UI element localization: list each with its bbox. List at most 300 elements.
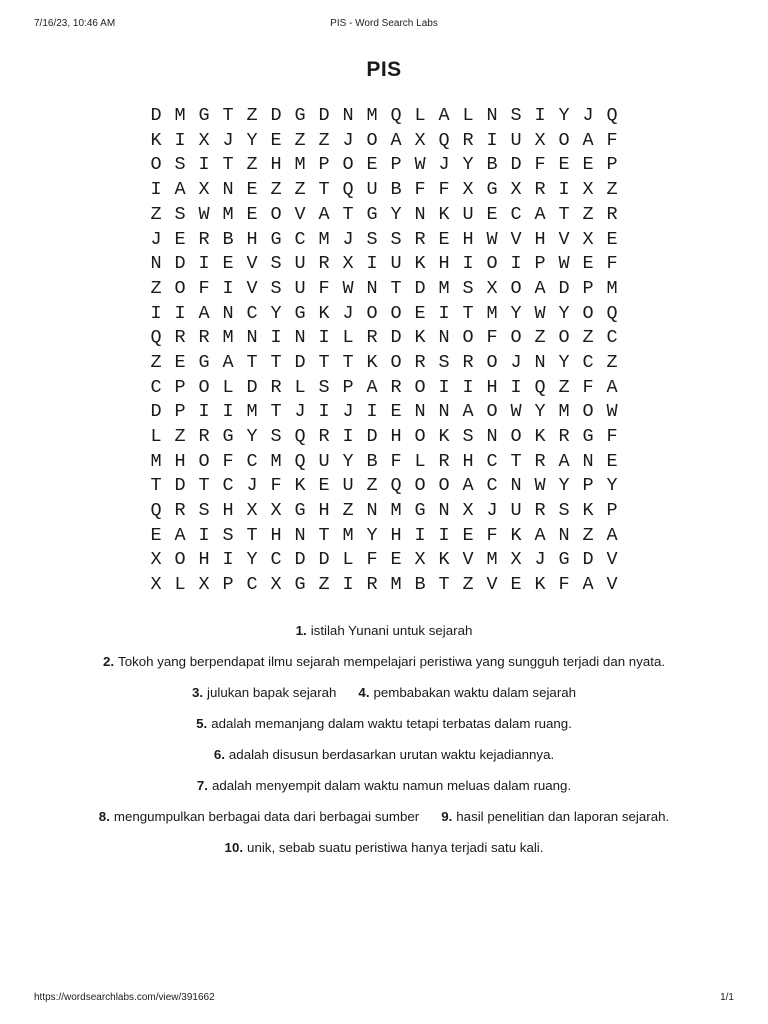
grid-letter: N	[438, 327, 450, 349]
grid-letter: B	[486, 154, 498, 176]
grid-letter: X	[582, 228, 594, 250]
clue-text: julukan bapak sejarah	[207, 685, 337, 700]
grid-letter: I	[534, 105, 546, 127]
grid-letter: O	[558, 129, 570, 151]
grid-letter: K	[534, 574, 546, 596]
grid-letter: Q	[342, 179, 354, 201]
clue-line	[0, 832, 768, 863]
grid-letter: K	[582, 500, 594, 522]
grid-letter: G	[294, 302, 306, 324]
grid-letter: M	[390, 500, 402, 522]
grid-letter: T	[198, 475, 210, 497]
clue-number: 1.	[295, 623, 307, 638]
grid-letter: I	[318, 401, 330, 423]
grid-letter: F	[198, 277, 210, 299]
grid-letter: U	[390, 253, 402, 275]
grid-letter: Z	[606, 351, 618, 373]
grid-letter: A	[174, 179, 186, 201]
clue-number: 4.	[358, 685, 370, 700]
grid-letter: Q	[606, 105, 618, 127]
grid-letter: P	[606, 500, 618, 522]
grid-letter: Q	[294, 450, 306, 472]
grid-letter: L	[462, 105, 474, 127]
grid-letter: O	[390, 302, 402, 324]
grid-letter: T	[318, 351, 330, 373]
grid-letter: M	[222, 203, 234, 225]
clue-item	[358, 685, 576, 700]
grid-letter: H	[246, 228, 258, 250]
grid-letter: O	[390, 351, 402, 373]
grid-letter: U	[318, 450, 330, 472]
grid-letter: N	[438, 500, 450, 522]
grid-letter: T	[510, 450, 522, 472]
grid-letter: D	[390, 327, 402, 349]
grid-letter: I	[318, 327, 330, 349]
grid-letter: Q	[390, 475, 402, 497]
grid-letter: N	[534, 351, 546, 373]
grid-letter: R	[534, 500, 546, 522]
grid-letter: S	[270, 277, 282, 299]
grid-letter: N	[222, 179, 234, 201]
grid-letter: Z	[342, 500, 354, 522]
grid-letter: A	[534, 277, 546, 299]
clue-line	[0, 801, 768, 832]
grid-letter: N	[366, 277, 378, 299]
grid-letter: S	[558, 500, 570, 522]
grid-letter: R	[198, 426, 210, 448]
grid-letter: T	[270, 401, 282, 423]
grid-letter: U	[342, 475, 354, 497]
grid-letter: J	[342, 228, 354, 250]
clue-item	[296, 623, 473, 638]
grid-letter: J	[342, 302, 354, 324]
clue-text: adalah menyempit dalam waktu namun meluas dalam ruang.	[211, 778, 572, 793]
grid-letter: R	[534, 179, 546, 201]
grid-row	[144, 178, 624, 203]
grid-letter: I	[198, 524, 210, 546]
grid-row	[144, 203, 624, 228]
grid-letter: O	[510, 327, 522, 349]
grid-letter: W	[414, 154, 426, 176]
grid-letter: N	[294, 327, 306, 349]
grid-letter: E	[582, 253, 594, 275]
clue-text: adalah memanjang dalam waktu tetapi terbatas dalam ruang.	[211, 716, 572, 731]
grid-letter: I	[510, 376, 522, 398]
grid-letter: R	[198, 228, 210, 250]
grid-letter: Y	[270, 302, 282, 324]
grid-letter: A	[582, 129, 594, 151]
grid-letter: Y	[606, 475, 618, 497]
grid-letter: E	[510, 574, 522, 596]
grid-letter: P	[342, 376, 354, 398]
grid-letter: V	[606, 574, 618, 596]
grid-letter: K	[150, 129, 162, 151]
grid-letter: U	[462, 203, 474, 225]
grid-letter: C	[246, 450, 258, 472]
grid-letter: F	[582, 376, 594, 398]
grid-letter: J	[438, 154, 450, 176]
grid-letter: H	[198, 549, 210, 571]
grid-letter: N	[342, 105, 354, 127]
clue-number: 5.	[196, 716, 208, 731]
grid-letter: R	[534, 450, 546, 472]
page-url: https://wordsearchlabs.com/view/391662	[34, 992, 215, 1003]
grid-letter: C	[606, 327, 618, 349]
grid-letter: Z	[462, 574, 474, 596]
grid-letter: P	[582, 475, 594, 497]
grid-letter: Z	[318, 129, 330, 151]
grid-letter: I	[342, 574, 354, 596]
grid-letter: O	[174, 549, 186, 571]
grid-letter: I	[150, 179, 162, 201]
clue-text: istilah Yunani untuk sejarah	[310, 623, 473, 638]
grid-letter: W	[510, 401, 522, 423]
grid-letter: K	[414, 253, 426, 275]
clue-line	[0, 677, 768, 708]
grid-letter: F	[366, 549, 378, 571]
grid-letter: K	[414, 327, 426, 349]
grid-letter: N	[294, 524, 306, 546]
print-datetime: 7/16/23, 10:46 AM	[34, 18, 116, 29]
grid-letter: W	[342, 277, 354, 299]
grid-letter: O	[198, 450, 210, 472]
grid-row	[144, 351, 624, 376]
grid-letter: Y	[558, 351, 570, 373]
grid-letter: S	[390, 228, 402, 250]
grid-letter: R	[366, 327, 378, 349]
grid-row	[144, 153, 624, 178]
grid-letter: I	[558, 179, 570, 201]
grid-letter: E	[606, 450, 618, 472]
grid-letter: D	[558, 277, 570, 299]
grid-letter: I	[510, 253, 522, 275]
grid-letter: M	[438, 277, 450, 299]
grid-letter: O	[582, 302, 594, 324]
clue-number: 3.	[191, 685, 204, 700]
grid-letter: R	[606, 203, 618, 225]
grid-letter: O	[414, 376, 426, 398]
grid-letter: M	[150, 450, 162, 472]
grid-letter: J	[486, 500, 498, 522]
grid-letter: N	[366, 500, 378, 522]
grid-letter: W	[534, 302, 546, 324]
grid-letter: I	[366, 253, 378, 275]
grid-letter: U	[510, 129, 522, 151]
grid-letter: D	[174, 253, 186, 275]
grid-letter: S	[318, 376, 330, 398]
grid-letter: O	[582, 401, 594, 423]
grid-letter: N	[150, 253, 162, 275]
grid-letter: Y	[366, 524, 378, 546]
grid-letter: X	[462, 500, 474, 522]
grid-letter: O	[150, 154, 162, 176]
grid-letter: I	[198, 154, 210, 176]
grid-letter: O	[510, 426, 522, 448]
grid-letter: D	[294, 351, 306, 373]
grid-letter: A	[534, 524, 546, 546]
clue-item	[225, 840, 544, 855]
grid-letter: M	[222, 327, 234, 349]
grid-row	[144, 425, 624, 450]
grid-letter: Z	[150, 203, 162, 225]
grid-letter: X	[534, 129, 546, 151]
clue-line	[0, 770, 768, 801]
grid-letter: M	[318, 228, 330, 250]
grid-letter: Z	[270, 179, 282, 201]
grid-letter: N	[414, 401, 426, 423]
grid-letter: M	[342, 524, 354, 546]
grid-letter: G	[486, 179, 498, 201]
grid-letter: E	[174, 351, 186, 373]
grid-letter: X	[150, 549, 162, 571]
grid-letter: F	[486, 327, 498, 349]
grid-row	[144, 227, 624, 252]
grid-letter: H	[390, 426, 402, 448]
grid-letter: N	[414, 203, 426, 225]
grid-letter: I	[438, 376, 450, 398]
grid-letter: M	[486, 549, 498, 571]
grid-letter: K	[438, 549, 450, 571]
grid-letter: I	[174, 129, 186, 151]
grid-letter: U	[510, 500, 522, 522]
grid-letter: E	[366, 154, 378, 176]
grid-letter: D	[318, 105, 330, 127]
grid-letter: G	[294, 574, 306, 596]
clue-line	[0, 646, 768, 677]
grid-letter: S	[222, 524, 234, 546]
grid-letter: T	[150, 475, 162, 497]
grid-letter: O	[462, 327, 474, 349]
grid-letter: H	[534, 228, 546, 250]
grid-letter: I	[222, 401, 234, 423]
grid-letter: F	[390, 450, 402, 472]
grid-letter: S	[270, 426, 282, 448]
grid-letter: R	[414, 351, 426, 373]
grid-letter: I	[486, 129, 498, 151]
grid-letter: B	[390, 179, 402, 201]
grid-letter: Z	[582, 203, 594, 225]
grid-letter: C	[246, 574, 258, 596]
grid-row	[144, 129, 624, 154]
grid-letter: L	[294, 376, 306, 398]
grid-letter: H	[438, 253, 450, 275]
clue-number: 7.	[196, 778, 208, 793]
grid-row	[144, 376, 624, 401]
grid-letter: Y	[390, 203, 402, 225]
clue-line	[0, 615, 768, 646]
grid-letter: Z	[246, 154, 258, 176]
grid-row	[144, 548, 624, 573]
grid-letter: R	[462, 129, 474, 151]
grid-letter: G	[558, 549, 570, 571]
grid-letter: I	[198, 401, 210, 423]
grid-letter: R	[270, 376, 282, 398]
grid-letter: E	[222, 253, 234, 275]
grid-letter: O	[486, 401, 498, 423]
grid-letter: A	[198, 302, 210, 324]
grid-letter: W	[486, 228, 498, 250]
grid-letter: T	[222, 105, 234, 127]
grid-letter: I	[222, 549, 234, 571]
grid-letter: N	[486, 426, 498, 448]
grid-letter: T	[318, 179, 330, 201]
grid-letter: Y	[534, 401, 546, 423]
grid-letter: G	[294, 500, 306, 522]
grid-letter: R	[558, 426, 570, 448]
grid-letter: H	[462, 450, 474, 472]
grid-letter: A	[366, 376, 378, 398]
grid-letter: K	[510, 524, 522, 546]
grid-letter: D	[150, 105, 162, 127]
grid-letter: C	[510, 203, 522, 225]
grid-letter: K	[534, 426, 546, 448]
grid-letter: T	[246, 351, 258, 373]
grid-letter: V	[486, 574, 498, 596]
grid-letter: O	[414, 426, 426, 448]
grid-letter: A	[606, 376, 618, 398]
grid-letter: O	[366, 302, 378, 324]
grid-letter: H	[390, 524, 402, 546]
grid-letter: Q	[150, 500, 162, 522]
grid-letter: K	[438, 426, 450, 448]
grid-letter: Q	[606, 302, 618, 324]
grid-letter: T	[390, 277, 402, 299]
grid-letter: E	[390, 549, 402, 571]
grid-letter: H	[462, 228, 474, 250]
grid-letter: A	[174, 524, 186, 546]
grid-letter: X	[270, 500, 282, 522]
grid-letter: J	[582, 105, 594, 127]
word-search-grid	[144, 104, 624, 598]
grid-letter: I	[342, 426, 354, 448]
grid-letter: Y	[342, 450, 354, 472]
grid-letter: I	[366, 401, 378, 423]
grid-letter: R	[174, 327, 186, 349]
grid-letter: J	[342, 129, 354, 151]
grid-letter: V	[510, 228, 522, 250]
grid-letter: Y	[558, 302, 570, 324]
grid-letter: L	[174, 574, 186, 596]
grid-letter: C	[582, 351, 594, 373]
grid-letter: S	[198, 500, 210, 522]
grid-letter: M	[174, 105, 186, 127]
grid-letter: B	[414, 574, 426, 596]
grid-letter: G	[294, 105, 306, 127]
grid-letter: G	[414, 500, 426, 522]
grid-letter: X	[246, 500, 258, 522]
clue-number: 10.	[224, 840, 244, 855]
grid-letter: H	[270, 524, 282, 546]
grid-letter: Q	[534, 376, 546, 398]
grid-letter: Y	[558, 475, 570, 497]
grid-letter: R	[174, 500, 186, 522]
grid-letter: E	[606, 228, 618, 250]
grid-letter: S	[174, 203, 186, 225]
grid-letter: F	[270, 475, 282, 497]
grid-letter: X	[486, 277, 498, 299]
clue-text: hasil penelitian dan laporan sejarah.	[456, 809, 670, 824]
grid-letter: C	[222, 475, 234, 497]
grid-letter: D	[414, 277, 426, 299]
grid-letter: O	[438, 475, 450, 497]
grid-letter: A	[606, 524, 618, 546]
grid-letter: G	[270, 228, 282, 250]
grid-letter: T	[558, 203, 570, 225]
clue-number: 6.	[213, 747, 225, 762]
page-number: 1/1	[720, 992, 734, 1003]
grid-letter: Y	[246, 549, 258, 571]
grid-letter: W	[534, 475, 546, 497]
grid-letter: N	[222, 302, 234, 324]
grid-letter: E	[246, 203, 258, 225]
grid-letter: J	[342, 401, 354, 423]
grid-letter: W	[198, 203, 210, 225]
grid-letter: S	[174, 154, 186, 176]
grid-letter: K	[438, 203, 450, 225]
grid-letter: Z	[174, 426, 186, 448]
grid-letter: D	[270, 105, 282, 127]
grid-letter: X	[270, 574, 282, 596]
grid-letter: H	[270, 154, 282, 176]
grid-letter: O	[270, 203, 282, 225]
grid-letter: G	[198, 105, 210, 127]
grid-letter: G	[222, 426, 234, 448]
grid-letter: Z	[294, 179, 306, 201]
grid-letter: X	[198, 129, 210, 151]
grid-letter: B	[222, 228, 234, 250]
grid-letter: Z	[558, 376, 570, 398]
grid-letter: O	[510, 277, 522, 299]
grid-letter: J	[510, 351, 522, 373]
grid-letter: E	[438, 228, 450, 250]
grid-letter: E	[414, 302, 426, 324]
grid-letter: D	[246, 376, 258, 398]
grid-letter: N	[486, 105, 498, 127]
grid-letter: T	[270, 351, 282, 373]
clue-item	[196, 716, 572, 731]
grid-row	[144, 450, 624, 475]
grid-letter: M	[390, 574, 402, 596]
grid-letter: N	[558, 524, 570, 546]
grid-row	[144, 524, 624, 549]
grid-letter: E	[246, 179, 258, 201]
grid-letter: A	[582, 574, 594, 596]
grid-letter: E	[270, 129, 282, 151]
clue-list	[0, 615, 768, 863]
clue-item	[214, 747, 554, 762]
grid-letter: E	[582, 154, 594, 176]
grid-letter: P	[222, 574, 234, 596]
grid-letter: A	[462, 401, 474, 423]
grid-letter: O	[414, 475, 426, 497]
grid-letter: U	[366, 179, 378, 201]
grid-letter: F	[606, 426, 618, 448]
grid-letter: Z	[534, 327, 546, 349]
clue-item	[192, 685, 336, 700]
grid-letter: G	[582, 426, 594, 448]
grid-letter: L	[342, 549, 354, 571]
grid-letter: A	[462, 475, 474, 497]
grid-letter: V	[246, 277, 258, 299]
grid-letter: Y	[246, 426, 258, 448]
grid-letter: P	[174, 401, 186, 423]
grid-letter: D	[294, 549, 306, 571]
grid-letter: N	[582, 450, 594, 472]
clue-text: Tokoh yang berpendapat ilmu sejarah mempelajari peristiwa yang sungguh terjadi dan nyata.	[118, 654, 666, 669]
grid-letter: M	[558, 401, 570, 423]
grid-letter: D	[318, 549, 330, 571]
grid-letter: D	[510, 154, 522, 176]
